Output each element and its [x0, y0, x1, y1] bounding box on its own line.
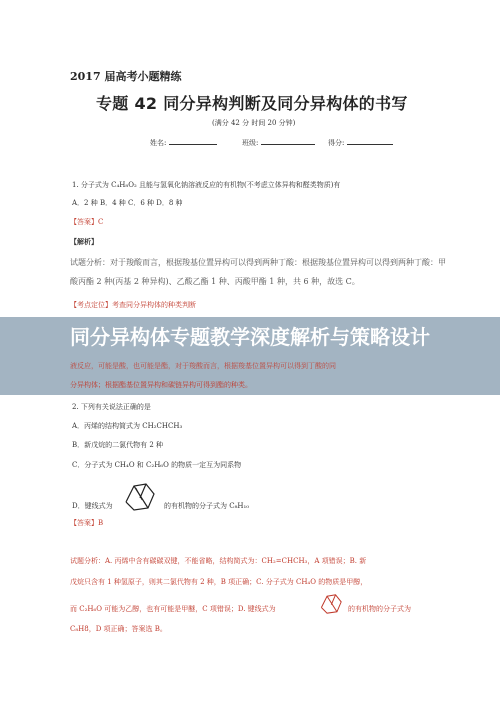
q2-analysis-line-4: C₈H8，D 项正确；答案选 B。	[70, 625, 167, 633]
name-blank	[169, 143, 217, 145]
q1-partial-line-2: 分异构体；根据酯基位置异构和碳链异构可得到酯的种类。	[70, 381, 252, 389]
class-blank	[261, 143, 315, 145]
q1-stem: 1. 分子式为 C₄H₈O₂ 且能与氢氧化钠溶液反应的有机物(不考虑立体异构和醛类物质)有	[72, 181, 341, 189]
q2-option-d-prefix: D．键线式为	[72, 502, 113, 510]
page-subtitle: (满分 42 分 时间 20 分钟)	[212, 119, 296, 127]
q1-analysis-line-1: 试题分析：对于羧酸而言，根据羧基位置异构可以得到两种丁酸：根据羧基位置异构可以得到两种丁酸：甲	[70, 258, 446, 267]
q2-analysis-line-2: 戊烷只含有 1 种氢原子，则其二氯代物有 2 种，B 项正确；C. 分子式为 CH₄O 的物质是甲醇，	[70, 578, 368, 586]
score-label: 得分:	[328, 139, 345, 147]
q2-option-a: A．丙烯的结构简式为 CH₂CHCH₃	[72, 422, 183, 430]
q2-analysis-line-3-prefix: 而 C₂H₆O 可能为乙醇，也有可能是甲醚，C 项错误；D. 键线式为	[70, 605, 276, 613]
q2-option-b: B．新戊烷的二氯代物有 2 种	[72, 441, 164, 449]
score-blank	[347, 143, 393, 145]
name-label: 姓名:	[150, 139, 167, 147]
bicyclic-structure-icon	[122, 480, 160, 514]
banner-title: 同分异构体专题教学深度解析与策略设计	[70, 325, 430, 349]
q2-option-d-suffix: 的有机物的分子式为 C₈H₁₀	[164, 502, 250, 510]
score-field	[328, 138, 393, 148]
page-title: 专题 42 同分异构判断及同分异构体的书写	[96, 94, 408, 113]
q2-option-c: C．分子式为 CH₄O 和 C₂H₆O 的物质一定互为同系物	[72, 461, 242, 469]
q1-partial-line-1: 液反应，可能是酸，也可能是酯，对于羧酸而言，根据羧基位置异构可以得到丁酸的同	[70, 362, 336, 370]
q2-answer: 【答案】B	[70, 519, 104, 527]
q1-options: A．2 种 B．4 种 C．6 种 D．8 种	[72, 199, 183, 207]
q1-analysis-line-2: 酸丙酯 2 种(丙基 2 种异构)、乙酸乙酯 1 种、丙酸甲酯 1 种，共 6 种，故选 C。	[70, 277, 360, 286]
class-label: 班级:	[242, 139, 259, 147]
series-header: 2017 届高考小题精练	[70, 70, 182, 83]
q2-stem: 2. 下列有关说法正确的是	[72, 403, 151, 411]
q1-analysis-label: 【解析】	[70, 237, 98, 246]
bicyclic-structure-small-icon	[318, 592, 346, 616]
q2-analysis-line-1: 试题分析：A. 丙烯中含有碳碳双键，不能省略，结构简式为：CH₂=CHCH₃，A 项错误；B. 新	[70, 557, 367, 565]
q1-point: 【考点定位】考查同分异构体的种类判断	[70, 301, 196, 309]
q1-answer: 【答案】C	[70, 218, 104, 226]
q2-analysis-line-3-suffix: 的有机物的分子式为	[348, 605, 411, 613]
class-field	[242, 138, 315, 148]
name-field	[150, 138, 217, 148]
